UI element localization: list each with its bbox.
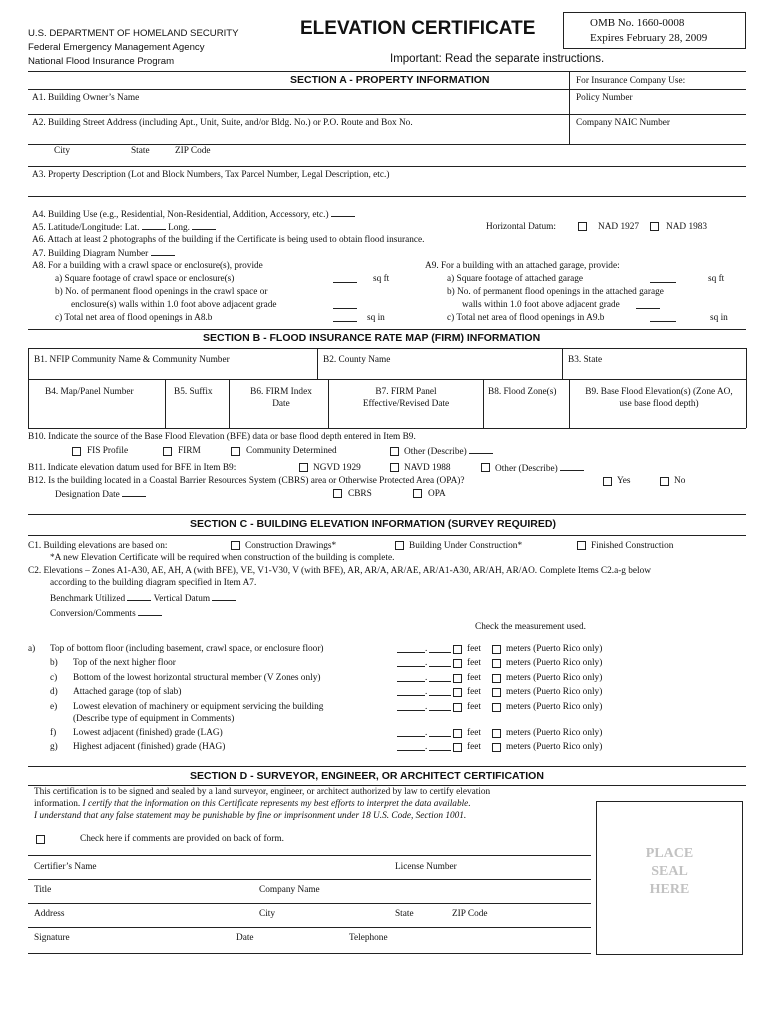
conversion-label bbox=[50, 608, 162, 620]
certification-text-2a: information. bbox=[34, 799, 81, 809]
c2e-meters-label: meters (Puerto Rico only) bbox=[506, 702, 603, 712]
check-measurement-note: Check the measurement used. bbox=[475, 622, 587, 632]
c2g-decimal-point: . bbox=[425, 742, 428, 752]
a8c-field[interactable] bbox=[333, 314, 357, 322]
opa-checkbox[interactable] bbox=[413, 489, 422, 498]
c2g-whole-field[interactable] bbox=[397, 742, 428, 752]
b8-label: B8. Flood Zone(s) bbox=[488, 387, 557, 397]
b3-label: B3. State bbox=[568, 355, 603, 365]
a6-label: A6. Attach at least 2 photographs of the building if the Certificate is being used to obtain flood insurance. bbox=[32, 235, 425, 245]
d-city-label: City bbox=[259, 909, 276, 919]
other-source-checkbox[interactable] bbox=[390, 447, 399, 456]
c2d-whole-field[interactable] bbox=[397, 687, 428, 697]
agency-subname: Federal Emergency Management Agency bbox=[28, 42, 205, 53]
a9-label: A9. For a building with an attached garage, provide: bbox=[425, 261, 620, 271]
c2f-decimal-point: . bbox=[425, 728, 428, 738]
b10-label: B10. Indicate the source of the Base Flood Elevation (BFE) data or base flood depth entered in Item B9. bbox=[28, 432, 416, 442]
c2b-decimal-point: . bbox=[425, 658, 428, 668]
a5-label bbox=[32, 222, 216, 234]
a9b-label-2: walls within 1.0 foot above adjacent grade bbox=[462, 300, 620, 310]
other-source-text: Other (Describe) bbox=[404, 447, 467, 457]
c2c-letter: c) bbox=[50, 673, 58, 683]
under-construction-checkbox[interactable] bbox=[395, 541, 404, 550]
c2c-meters-label: meters (Puerto Rico only) bbox=[506, 673, 603, 683]
company-name-label: Company Name bbox=[259, 885, 320, 895]
ngvd1929-checkbox[interactable] bbox=[299, 463, 308, 472]
c2d-letter: d) bbox=[50, 687, 58, 697]
benchmark-text: Benchmark Utilized bbox=[50, 594, 126, 604]
b9-label: B9. Base Flood Elevation(s) (Zone AO, bbox=[585, 387, 733, 397]
c2b-meters-checkbox[interactable] bbox=[492, 659, 501, 668]
seal-placeholder bbox=[596, 845, 743, 899]
seal-word-seal: SEAL bbox=[651, 864, 688, 879]
c2b-whole-field[interactable] bbox=[397, 658, 428, 668]
a8b-field[interactable] bbox=[333, 301, 357, 309]
section-d-heading: SECTION D - SURVEYOR, ENGINEER, OR ARCHITECT CERTIFICATION bbox=[190, 770, 544, 782]
c2b-letter: b) bbox=[50, 658, 58, 668]
ngvd1929-label: NGVD 1929 bbox=[313, 463, 361, 473]
b1-label: B1. NFIP Community Name & Community Number bbox=[34, 355, 230, 365]
c2e-whole-field[interactable] bbox=[397, 702, 428, 712]
seal-word-here: HERE bbox=[649, 882, 690, 897]
c2a-feet-checkbox[interactable] bbox=[453, 645, 462, 654]
other-source-field[interactable] bbox=[469, 446, 493, 454]
c2f-decimal-field[interactable] bbox=[429, 729, 451, 737]
nad1983-checkbox[interactable] bbox=[650, 222, 659, 231]
c2b-feet-checkbox[interactable] bbox=[453, 659, 462, 668]
c2d-feet-checkbox[interactable] bbox=[453, 688, 462, 697]
c2f-feet-checkbox[interactable] bbox=[453, 729, 462, 738]
a3-label: A3. Property Description (Lot and Block Numbers, Tax Parcel Number, Legal Description, etc.) bbox=[32, 170, 390, 180]
other-datum-label bbox=[495, 463, 584, 475]
b11-label: B11. Indicate elevation datum used for BFE in Item B9: bbox=[28, 463, 237, 473]
c2c-feet-checkbox[interactable] bbox=[453, 674, 462, 683]
c2c-whole-field[interactable] bbox=[397, 673, 428, 683]
policy-number-label: Policy Number bbox=[576, 93, 633, 103]
c2g-feet-checkbox[interactable] bbox=[453, 743, 462, 752]
c2e-label-2: (Describe type of equipment in Comments) bbox=[73, 714, 235, 724]
certification-text-3: I understand that any false statement may be punishable by fine or imprisonment under 18 U.S. Code, Section 1001. bbox=[34, 811, 467, 821]
a7-text: A7. Building Diagram Number bbox=[32, 249, 149, 259]
benchmark-label bbox=[50, 593, 236, 605]
comments-checkbox[interactable] bbox=[36, 835, 45, 844]
latitude-label: A5. Latitude/Longitude: Lat. bbox=[32, 223, 140, 233]
c2-label-2: according to the building diagram specified in Item A7. bbox=[50, 578, 257, 588]
c2g-letter: g) bbox=[50, 742, 58, 752]
c2b-meters-label: meters (Puerto Rico only) bbox=[506, 658, 603, 668]
other-source-label bbox=[404, 446, 493, 458]
omb-number: OMB No. 1660-0008 bbox=[590, 17, 685, 29]
c2g-label: Highest adjacent (finished) grade (HAG) bbox=[73, 742, 226, 752]
finished-construction-label: Finished Construction bbox=[591, 541, 674, 551]
c2d-label: Attached garage (top of slab) bbox=[73, 687, 182, 697]
cbrs-yes-label: Yes bbox=[617, 476, 631, 486]
navd1988-checkbox[interactable] bbox=[390, 463, 399, 472]
c2a-decimal-field[interactable] bbox=[429, 645, 451, 653]
b6-label: B6. FIRM Index bbox=[250, 387, 312, 397]
b9-label-2: use base flood depth) bbox=[619, 399, 699, 409]
insurer-use-label: For Insurance Company Use: bbox=[576, 76, 686, 86]
vertical-datum-field[interactable] bbox=[212, 593, 236, 601]
firm-checkbox[interactable] bbox=[163, 447, 172, 456]
address-label: Address bbox=[34, 909, 65, 919]
latitude-field[interactable] bbox=[142, 222, 166, 230]
c1-label: C1. Building elevations are based on: bbox=[28, 541, 168, 551]
b7-label: B7. FIRM Panel bbox=[375, 387, 437, 397]
certification-text-2b: I certify that the information on this Certificate represents my best efforts to interpret the data available. bbox=[82, 799, 471, 809]
section-c-heading: SECTION C - BUILDING ELEVATION INFORMATION (SURVEY REQUIRED) bbox=[190, 518, 556, 530]
c2g-decimal-field[interactable] bbox=[429, 743, 451, 751]
company-naic-label: Company NAIC Number bbox=[576, 118, 670, 128]
c2f-meters-checkbox[interactable] bbox=[492, 729, 501, 738]
c2c-decimal-field[interactable] bbox=[429, 674, 451, 682]
c2g-feet-label: feet bbox=[467, 742, 481, 752]
c2e-label: Lowest elevation of machinery or equipment servicing the building bbox=[73, 702, 324, 712]
cbrs-checkbox[interactable] bbox=[333, 489, 342, 498]
c2b-feet-label: feet bbox=[467, 658, 481, 668]
a2-city-label: City bbox=[54, 146, 71, 156]
cbrs-label: CBRS bbox=[348, 489, 372, 499]
b12-label: B12. Is the building located in a Coastal Barrier Resources System (CBRS) area or Otherwise Protected Area (OPA)? bbox=[28, 476, 465, 486]
longitude-label: Long. bbox=[168, 223, 191, 233]
a9c-unit: sq in bbox=[710, 313, 728, 323]
a9c-label: c) Total net area of flood openings in A9.b bbox=[447, 313, 605, 323]
c2a-decimal-point: . bbox=[425, 644, 428, 654]
c2c-feet-label: feet bbox=[467, 673, 481, 683]
a8a-label: a) Square footage of crawl space or enclosure(s) bbox=[55, 274, 235, 284]
section-b-heading: SECTION B - FLOOD INSURANCE RATE MAP (FIRM) INFORMATION bbox=[203, 332, 541, 344]
nad1927-checkbox[interactable] bbox=[578, 222, 587, 231]
b6-label-2: Date bbox=[272, 399, 290, 409]
a9b-field[interactable] bbox=[636, 301, 660, 309]
community-determined-checkbox[interactable] bbox=[231, 447, 240, 456]
b2-label: B2. County Name bbox=[323, 355, 391, 365]
conversion-text: Conversion/Comments bbox=[50, 609, 136, 619]
agency-name: U.S. DEPARTMENT OF HOMELAND SECURITY bbox=[28, 28, 239, 39]
finished-construction-checkbox[interactable] bbox=[577, 541, 586, 550]
c2a-feet-label: feet bbox=[467, 644, 481, 654]
designation-date-field[interactable] bbox=[122, 489, 146, 497]
instructions-note: Important: Read the separate instructions. bbox=[390, 53, 605, 65]
c2-label: C2. Elevations – Zones A1-A30, AE, AH, A (with BFE), VE, V1-V30, V (with BFE), AR, AR/A, AR/AE, AR/A1-A30, AR/AH, AR/AO. Complete Items C2.a-g below bbox=[28, 566, 651, 576]
nad1927-label: NAD 1927 bbox=[598, 222, 640, 232]
c2b-label: Top of the next higher floor bbox=[73, 658, 176, 668]
a8a-field[interactable] bbox=[333, 275, 357, 283]
opa-label: OPA bbox=[428, 489, 446, 499]
d-state-label: State bbox=[395, 909, 414, 919]
form-title: ELEVATION CERTIFICATE bbox=[300, 18, 536, 39]
c2e-feet-label: feet bbox=[467, 702, 481, 712]
c2f-feet-label: feet bbox=[467, 728, 481, 738]
cbrs-no-checkbox[interactable] bbox=[660, 477, 669, 486]
c2g-meters-label: meters (Puerto Rico only) bbox=[506, 742, 603, 752]
firm-label: FIRM bbox=[178, 446, 201, 456]
c2e-letter: e) bbox=[50, 702, 58, 712]
c2d-decimal-point: . bbox=[425, 687, 428, 697]
c2a-label: Top of bottom floor (including basement, crawl space, or enclosure floor) bbox=[50, 644, 324, 654]
a1-label: A1. Building Owner’s Name bbox=[32, 93, 140, 103]
c1-note: *A new Elevation Certificate will be required when construction of the building is complete. bbox=[50, 553, 395, 563]
other-datum-checkbox[interactable] bbox=[481, 463, 490, 472]
a8c-unit: sq in bbox=[367, 313, 385, 323]
omb-expiration: Expires February 28, 2009 bbox=[590, 32, 708, 44]
fis-profile-checkbox[interactable] bbox=[72, 447, 81, 456]
a4-text: A4. Building Use (e.g., Residential, Non-Residential, Addition, Accessory, etc.) bbox=[32, 210, 329, 220]
c2c-meters-checkbox[interactable] bbox=[492, 674, 501, 683]
c2d-decimal-field[interactable] bbox=[429, 688, 451, 696]
other-datum-field[interactable] bbox=[560, 463, 584, 471]
d-zip-label: ZIP Code bbox=[452, 909, 488, 919]
a8-label: A8. For a building with a crawl space or enclosure(s), provide bbox=[32, 261, 263, 271]
a9b-label: b) No. of permanent flood openings in the attached garage bbox=[447, 287, 664, 297]
license-number-label: License Number bbox=[395, 862, 457, 872]
a7-label bbox=[32, 248, 175, 260]
other-datum-text: Other (Describe) bbox=[495, 464, 558, 474]
nad1983-label: NAD 1983 bbox=[666, 222, 708, 232]
b7-label-2: Effective/Revised Date bbox=[362, 399, 450, 409]
c2f-letter: f) bbox=[50, 728, 57, 738]
telephone-label: Telephone bbox=[349, 933, 388, 943]
benchmark-field[interactable] bbox=[127, 593, 151, 601]
a8b-label: b) No. of permanent flood openings in the crawl space or bbox=[55, 287, 268, 297]
horizontal-datum-label: Horizontal Datum: bbox=[486, 222, 556, 232]
c2e-decimal-point: . bbox=[425, 702, 428, 712]
signature-label: Signature bbox=[34, 933, 70, 943]
c2f-meters-label: meters (Puerto Rico only) bbox=[506, 728, 603, 738]
c2a-whole-field[interactable] bbox=[397, 644, 428, 654]
designation-date-text: Designation Date bbox=[55, 490, 120, 500]
construction-drawings-label: Construction Drawings* bbox=[245, 541, 337, 551]
conversion-field[interactable] bbox=[138, 608, 162, 616]
under-construction-label: Building Under Construction* bbox=[409, 541, 523, 551]
a2-state-label: State bbox=[131, 146, 150, 156]
seal-word-place: PLACE bbox=[645, 846, 694, 861]
c2f-whole-field[interactable] bbox=[397, 728, 428, 738]
a2-label: A2. Building Street Address (including Apt., Unit, Suite, and/or Bldg. No.) or P.O. Route and Box No. bbox=[32, 118, 413, 128]
c2f-label: Lowest adjacent (finished) grade (LAG) bbox=[73, 728, 223, 738]
section-a-heading: SECTION A - PROPERTY INFORMATION bbox=[290, 74, 490, 86]
a8a-unit: sq ft bbox=[373, 274, 390, 284]
c2e-feet-checkbox[interactable] bbox=[453, 703, 462, 712]
c2e-meters-checkbox[interactable] bbox=[492, 703, 501, 712]
a4-label bbox=[32, 209, 355, 221]
date-label: Date bbox=[236, 933, 254, 943]
b4-label: B4. Map/Panel Number bbox=[45, 387, 134, 397]
c2a-letter: a) bbox=[28, 644, 36, 654]
designation-date-label bbox=[55, 489, 146, 501]
vertical-datum-text: Vertical Datum bbox=[153, 594, 211, 604]
fis-profile-label: FIS Profile bbox=[87, 446, 129, 456]
certifier-name-label: Certifier’s Name bbox=[34, 862, 97, 872]
comments-label: Check here if comments are provided on back of form. bbox=[80, 834, 284, 844]
c2e-decimal-field[interactable] bbox=[429, 703, 451, 711]
a9a-unit: sq ft bbox=[708, 274, 725, 284]
longitude-field[interactable] bbox=[192, 222, 216, 230]
c2a-meters-checkbox[interactable] bbox=[492, 645, 501, 654]
c2a-meters-label: meters (Puerto Rico only) bbox=[506, 644, 603, 654]
a8b-label-2: enclosure(s) walls within 1.0 foot above adjacent grade bbox=[71, 300, 277, 310]
b5-label: B5. Suffix bbox=[174, 387, 213, 397]
c2c-label: Bottom of the lowest horizontal structural member (V Zones only) bbox=[73, 673, 321, 683]
a8c-label: c) Total net area of flood openings in A8.b bbox=[55, 313, 213, 323]
cbrs-yes-checkbox[interactable] bbox=[603, 477, 612, 486]
c2d-feet-label: feet bbox=[467, 687, 481, 697]
cbrs-no-label: No bbox=[674, 476, 686, 486]
construction-drawings-checkbox[interactable] bbox=[231, 541, 240, 550]
c2c-decimal-point: . bbox=[425, 673, 428, 683]
a2-zip-label: ZIP Code bbox=[175, 146, 211, 156]
program-name: National Flood Insurance Program bbox=[28, 56, 175, 67]
a9a-label: a) Square footage of attached garage bbox=[447, 274, 584, 284]
c2d-meters-checkbox[interactable] bbox=[492, 688, 501, 697]
c2g-meters-checkbox[interactable] bbox=[492, 743, 501, 752]
certification-text-1: This certification is to be signed and sealed by a land surveyor, engineer, or architect authorized by law to certify elevation bbox=[34, 787, 491, 797]
a9a-field[interactable] bbox=[650, 275, 676, 283]
a7-field[interactable] bbox=[151, 248, 175, 256]
navd1988-label: NAVD 1988 bbox=[404, 463, 451, 473]
title-label: Title bbox=[34, 885, 52, 895]
a4-field[interactable] bbox=[331, 209, 355, 217]
certification-text-2 bbox=[34, 799, 471, 810]
a9c-field[interactable] bbox=[650, 314, 676, 322]
c2d-meters-label: meters (Puerto Rico only) bbox=[506, 687, 603, 697]
c2b-decimal-field[interactable] bbox=[429, 659, 451, 667]
community-determined-label: Community Determined bbox=[246, 446, 337, 456]
